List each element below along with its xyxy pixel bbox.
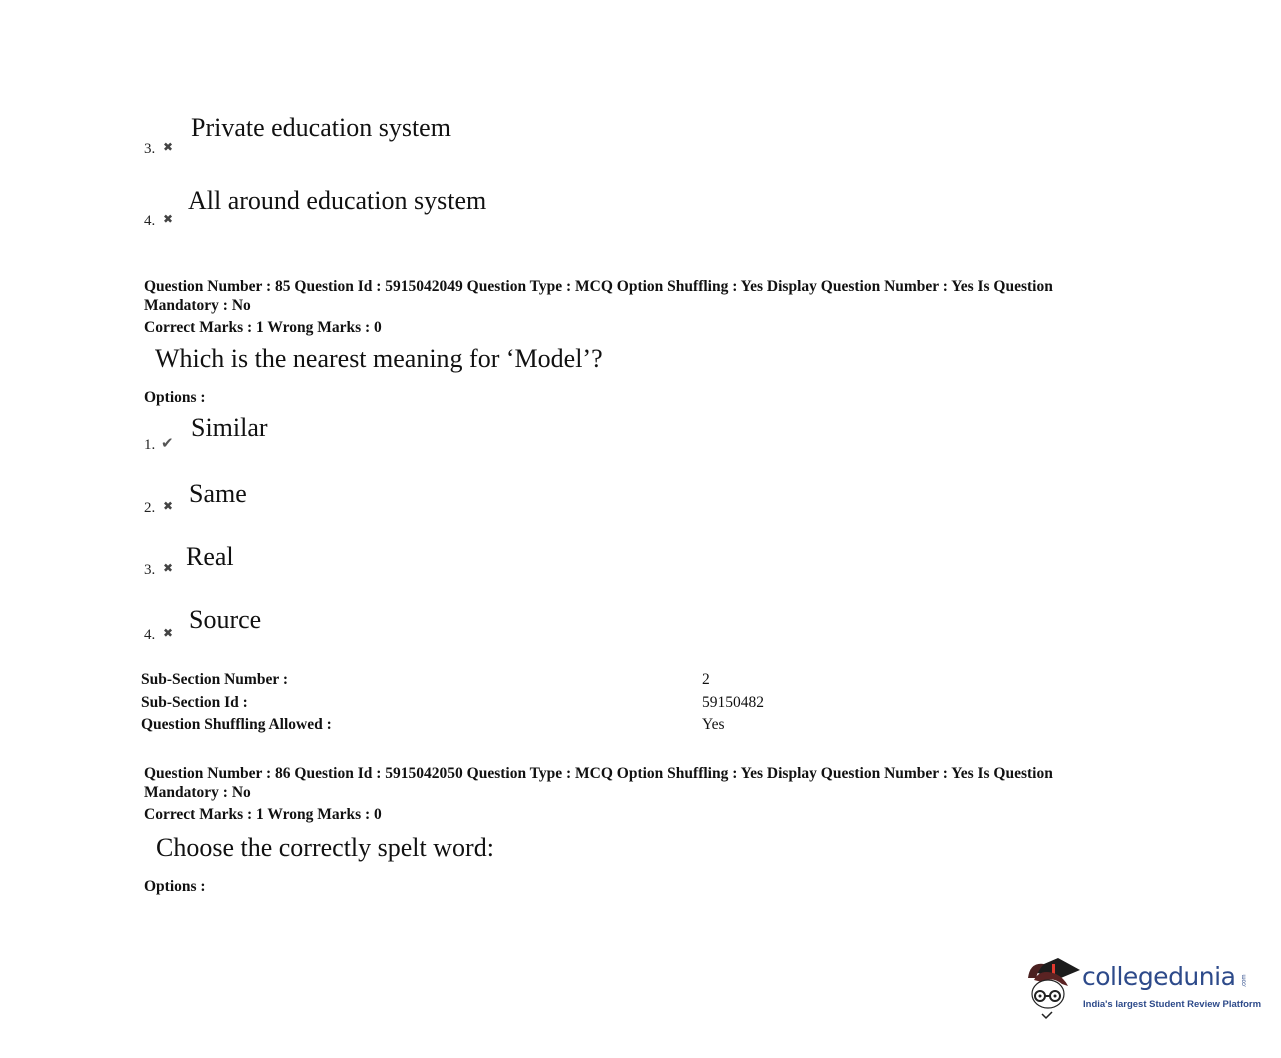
mascot-icon	[1022, 952, 1084, 1022]
logo-com: .com	[1241, 974, 1248, 988]
option-number: 2.	[144, 500, 156, 516]
collegedunia-logo	[1022, 952, 1262, 1022]
cross-icon: ✖	[163, 212, 174, 226]
logo-wordmark: collegedunia	[1082, 962, 1236, 991]
sub-section-number-value: 2	[702, 671, 710, 688]
check-icon: ✔	[161, 434, 174, 452]
question-shuffling-value: Yes	[702, 716, 725, 733]
options-label: Options :	[144, 878, 206, 895]
question-text: Choose the correctly spelt word:	[156, 833, 494, 862]
option-number: 3.	[144, 141, 156, 157]
sub-section-id-label: Sub-Section Id :	[141, 694, 248, 711]
option-number: 4.	[144, 213, 156, 229]
question-meta: Question Number : 86 Question Id : 5915042050 Question Type : MCQ Option Shuffling : Yes Display Question Number : Yes Is Question Mandatory : No	[144, 765, 1053, 801]
cross-icon: ✖	[163, 561, 174, 575]
options-label: Options :	[144, 389, 206, 406]
option-text: Similar	[191, 413, 268, 442]
option-number: 1.	[144, 437, 156, 453]
question-text: Which is the nearest meaning for ‘Model’?	[155, 344, 603, 373]
option-text: All around education system	[188, 186, 487, 215]
sub-section-id-value: 59150482	[702, 694, 764, 711]
question-marks: Correct Marks : 1 Wrong Marks : 0	[144, 806, 382, 823]
option-text: Same	[189, 479, 247, 508]
option-text: Private education system	[191, 113, 451, 142]
option-text: Real	[186, 542, 234, 571]
question-meta: Question Number : 85 Question Id : 5915042049 Question Type : MCQ Option Shuffling : Yes Display Question Number : Yes Is Question Mandatory : No	[144, 278, 1053, 314]
cross-icon: ✖	[163, 499, 174, 513]
logo-tagline: India's largest Student Review Platform	[1083, 999, 1262, 1010]
cross-icon: ✖	[163, 626, 174, 640]
option-number: 3.	[144, 562, 156, 578]
question-marks: Correct Marks : 1 Wrong Marks : 0	[144, 319, 382, 336]
option-number: 4.	[144, 627, 156, 643]
cross-icon: ✖	[163, 140, 174, 154]
option-text: Source	[189, 605, 262, 634]
question-shuffling-label: Question Shuffling Allowed :	[141, 716, 332, 733]
sub-section-number-label: Sub-Section Number :	[141, 671, 288, 688]
